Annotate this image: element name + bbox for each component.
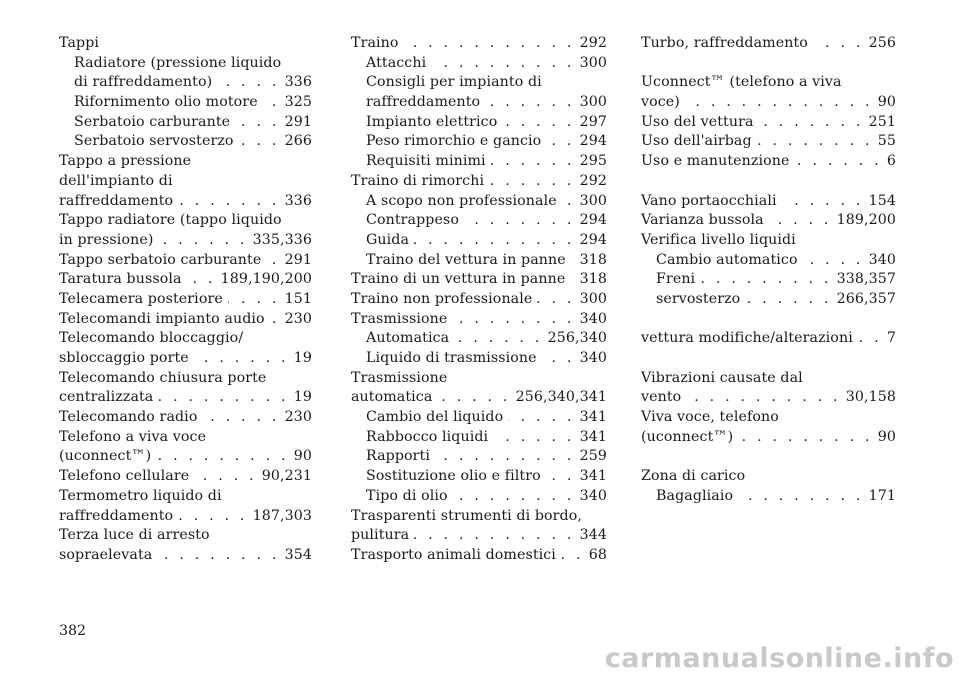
page-reference: 340 xyxy=(579,487,607,504)
index-subentry xyxy=(59,113,312,133)
index-term: Telecamera posteriore xyxy=(59,290,223,307)
index-entry xyxy=(59,231,312,251)
page-reference: 341 xyxy=(579,428,607,445)
dot-leader xyxy=(562,192,575,212)
index-entry xyxy=(641,152,896,172)
index-term: servosterzo xyxy=(656,290,741,307)
dot-leader xyxy=(194,349,289,369)
index-term: Requisiti minimi xyxy=(366,153,486,170)
page-reference: 256,340,341 xyxy=(515,389,607,406)
index-term: sopraelevata xyxy=(59,546,153,563)
page-reference: 300 xyxy=(579,54,607,71)
index-term: (uconnect™) xyxy=(59,448,152,465)
index-entry xyxy=(59,507,312,527)
blank-line xyxy=(641,447,896,467)
page-reference: 151 xyxy=(284,290,312,307)
index-term: Tappo radiatore (tappo liquido xyxy=(59,212,282,229)
dot-leader xyxy=(757,132,873,152)
dot-leader xyxy=(158,231,247,251)
page-reference: 90 xyxy=(293,448,312,465)
dot-leader xyxy=(769,211,832,231)
page-reference: 335,336 xyxy=(252,231,312,248)
index-entry xyxy=(641,132,896,152)
index-term: raffreddamento xyxy=(59,507,174,524)
index-entry xyxy=(351,526,607,546)
page-reference: 7 xyxy=(886,330,896,347)
dot-leader xyxy=(686,388,840,408)
dot-leader xyxy=(464,211,575,231)
index-term: Traino xyxy=(351,35,399,51)
index-term: Terza luce di arresto xyxy=(59,527,210,544)
index-entry xyxy=(59,290,312,310)
dot-leader xyxy=(546,467,575,487)
index-term: Impianto elettrico xyxy=(366,113,498,130)
page-reference: 292 xyxy=(579,172,607,189)
index-term: Rapporti xyxy=(366,448,430,465)
index-term: Telecomandi impianto audio xyxy=(59,310,265,327)
index-entry xyxy=(641,34,896,54)
index-entry xyxy=(59,152,312,172)
blank-line xyxy=(641,349,896,369)
dot-leader xyxy=(493,428,574,448)
index-entry xyxy=(641,192,896,212)
index-term: Contrappeso xyxy=(366,212,459,229)
index-term: vettura modifiche/alterazioni xyxy=(641,330,853,347)
page-reference: 300 xyxy=(579,192,607,209)
dot-leader xyxy=(685,93,873,113)
index-entry xyxy=(59,34,312,54)
index-term: in pressione) xyxy=(59,231,154,248)
index-term: Uso dell'airbag xyxy=(641,133,752,150)
index-term: Guida xyxy=(366,231,410,248)
page-reference: 291 xyxy=(284,251,312,268)
index-term: Zona di carico xyxy=(641,468,746,485)
dot-leader xyxy=(431,54,574,74)
page-reference: 294 xyxy=(579,133,607,150)
dot-leader xyxy=(414,526,574,546)
page-reference: 259 xyxy=(579,448,607,465)
index-entry xyxy=(641,388,896,408)
index-entry xyxy=(641,73,896,93)
index-term: sbloccaggio porte xyxy=(59,350,189,366)
index-term: Serbatoio servosterzo xyxy=(74,133,234,150)
index-entry xyxy=(641,408,896,428)
index-term: Tappo serbatoio carburante xyxy=(59,251,262,268)
dot-leader xyxy=(202,408,279,428)
index-subentry xyxy=(641,270,896,290)
index-subentry xyxy=(351,93,607,113)
index-entry xyxy=(641,428,896,448)
index-entry xyxy=(59,172,312,192)
index-entry xyxy=(59,192,312,212)
page-reference: 341 xyxy=(579,468,607,485)
index-term: raffreddamento xyxy=(366,94,481,111)
page-reference: 318 xyxy=(579,251,607,268)
dot-leader xyxy=(489,172,575,192)
index-term: Cambio del liquido xyxy=(366,409,504,426)
index-term: Vibrazioni causate dal xyxy=(641,369,803,386)
page-reference: 338,357 xyxy=(836,271,896,288)
dot-leader xyxy=(738,487,863,507)
index-term: Radiatore (pressione liquido xyxy=(74,54,282,71)
dot-leader xyxy=(157,546,279,566)
page-reference: 300 xyxy=(579,94,607,111)
dot-leader xyxy=(502,113,574,133)
index-entry xyxy=(351,270,607,290)
index-term: Cambio automatico xyxy=(656,251,798,268)
dot-leader xyxy=(435,447,575,467)
page-reference: 90,231 xyxy=(261,468,312,485)
index-subentry xyxy=(351,251,607,271)
index-term: (uconnect™) xyxy=(641,428,734,445)
page-number: 382 xyxy=(59,623,87,639)
index-term: A scopo non professionale xyxy=(366,192,557,209)
index-column-1 xyxy=(59,34,312,566)
index-entry xyxy=(59,329,312,349)
index-subentry xyxy=(59,93,312,113)
page-reference: 154 xyxy=(868,192,896,209)
dot-leader xyxy=(571,251,575,271)
index-subentry xyxy=(351,54,607,74)
dot-leader xyxy=(454,329,542,349)
dot-leader xyxy=(453,487,575,507)
index-entry xyxy=(641,93,896,113)
index-entry xyxy=(641,369,896,389)
index-term: automatica xyxy=(351,389,433,406)
index-subentry xyxy=(641,290,896,310)
page-reference: 189,200 xyxy=(836,212,896,229)
index-entry xyxy=(351,34,607,54)
dot-leader xyxy=(452,310,574,330)
index-term: Telecomando radio xyxy=(59,409,198,426)
page-reference: 325 xyxy=(284,94,312,111)
index-column-3 xyxy=(641,34,896,507)
index-entry xyxy=(59,408,312,428)
watermark: carmanualsonline.info xyxy=(604,643,954,674)
dot-leader xyxy=(404,34,575,54)
dot-leader xyxy=(178,507,247,527)
page-reference: 294 xyxy=(579,231,607,248)
index-subentry xyxy=(351,428,607,448)
index-term: Sostituzione olio e filtro xyxy=(366,468,541,485)
index-term: Traino di un vettura in panne xyxy=(351,271,566,288)
page-reference: 19 xyxy=(293,350,312,366)
index-term: Telecomando chiusura porte xyxy=(59,369,267,386)
page-reference: 19 xyxy=(293,389,312,406)
index-subentry xyxy=(351,447,607,467)
index-subentry xyxy=(59,132,312,152)
page-reference: 340 xyxy=(868,251,896,268)
dot-leader xyxy=(782,192,864,212)
blank-line xyxy=(641,310,896,330)
page-reference: 340 xyxy=(579,310,607,327)
dot-leader xyxy=(561,546,584,566)
index-subentry xyxy=(351,467,607,487)
index-term: Trasporto animali domestici xyxy=(351,546,556,563)
index-term: Telefono cellulare xyxy=(59,468,190,485)
index-term: Telecomando bloccaggio/ xyxy=(59,330,244,347)
index-term: Turbo, raffreddamento xyxy=(641,35,808,51)
dot-leader xyxy=(759,113,864,133)
index-term: Trasmissione xyxy=(351,369,448,386)
page-reference: 6 xyxy=(886,153,896,170)
page-reference: 187,303 xyxy=(252,507,312,524)
index-entry xyxy=(351,172,607,192)
index-entry xyxy=(59,270,312,290)
index-subentry xyxy=(351,132,607,152)
index-entry xyxy=(59,546,312,566)
page-reference: 251 xyxy=(868,113,896,130)
dot-leader xyxy=(546,132,574,152)
index-entry xyxy=(351,546,607,566)
blank-line xyxy=(641,54,896,74)
page-reference: 189,190,200 xyxy=(220,271,312,288)
index-term: Traino non professionale xyxy=(351,290,533,307)
dot-leader xyxy=(414,231,575,251)
index-entry xyxy=(351,310,607,330)
index-entry xyxy=(59,349,312,369)
dot-leader xyxy=(813,34,864,54)
index-term: voce) xyxy=(641,94,680,111)
index-term: Automatica xyxy=(366,330,450,347)
index-entry xyxy=(641,113,896,133)
page-reference: 90 xyxy=(877,428,896,445)
index-entry xyxy=(59,526,312,546)
index-term: Uconnect™ (telefono a viva xyxy=(641,74,842,91)
dot-leader xyxy=(263,93,280,113)
dot-leader xyxy=(738,428,872,448)
page-reference: 292 xyxy=(579,35,607,51)
index-entry xyxy=(351,388,607,408)
index-subentry xyxy=(351,152,607,172)
index-entry xyxy=(351,369,607,389)
page-reference: 354 xyxy=(284,546,312,563)
dot-leader xyxy=(803,251,864,271)
index-entry xyxy=(59,310,312,330)
dot-leader xyxy=(570,270,574,290)
index-entry xyxy=(59,447,312,467)
page-reference: 295 xyxy=(579,153,607,170)
dot-leader xyxy=(178,192,279,212)
index-subentry xyxy=(351,211,607,231)
index-subentry xyxy=(641,487,896,507)
index-term: Traino di rimorchi xyxy=(351,172,485,189)
page-reference: 336 xyxy=(284,74,312,91)
dot-leader xyxy=(795,152,882,172)
index-entry xyxy=(351,290,607,310)
dot-leader xyxy=(266,251,279,271)
index-term: centralizzata xyxy=(59,389,154,406)
dot-leader xyxy=(485,93,574,113)
index-term: Traino del vettura in panne xyxy=(366,251,566,268)
page-reference: 55 xyxy=(877,133,896,150)
index-term: Verifica livello liquidi xyxy=(641,231,796,248)
dot-leader xyxy=(187,270,216,290)
index-entry xyxy=(59,467,312,487)
dot-leader xyxy=(194,467,257,487)
index-term: Varianza bussola xyxy=(641,212,764,229)
dot-leader xyxy=(508,408,574,428)
page-reference: 171 xyxy=(868,487,896,504)
index-term: Liquido di trasmissione xyxy=(366,350,537,366)
page-reference: 340 xyxy=(579,350,607,366)
page-reference: 300 xyxy=(579,290,607,307)
index-term: raffreddamento xyxy=(59,192,174,209)
blank-line xyxy=(641,172,896,192)
index-entry xyxy=(59,388,312,408)
index-term: Rifornimento olio motore xyxy=(74,94,258,111)
index-subentry xyxy=(351,231,607,251)
index-term: Tappo a pressione xyxy=(59,153,192,170)
page-reference: 68 xyxy=(588,546,607,563)
index-term: Freni xyxy=(656,271,696,288)
page-reference: 30,158 xyxy=(845,389,896,406)
index-term: pulitura xyxy=(351,527,410,544)
index-subentry xyxy=(351,73,607,93)
dot-leader xyxy=(437,388,510,408)
index-entry xyxy=(59,428,312,448)
index-term: Consigli per impianto di xyxy=(366,74,542,91)
index-subentry xyxy=(641,251,896,271)
page-reference: 336 xyxy=(284,192,312,209)
dot-leader xyxy=(270,310,280,330)
index-subentry xyxy=(59,54,312,74)
index-term: Telefono a viva voce xyxy=(59,428,207,445)
index-entry xyxy=(641,231,896,251)
dot-leader xyxy=(700,270,831,290)
index-column-2 xyxy=(351,34,607,566)
page-reference: 344 xyxy=(579,527,607,544)
page-reference: 294 xyxy=(579,212,607,229)
index-subentry xyxy=(59,73,312,93)
index-subentry xyxy=(351,408,607,428)
index-term: Peso rimorchio e gancio xyxy=(366,133,542,150)
index-term: Uso e manutenzione xyxy=(641,153,790,170)
index-entry xyxy=(59,369,312,389)
page-reference: 256 xyxy=(868,35,896,51)
page-reference: 266 xyxy=(284,133,312,150)
page-reference: 291 xyxy=(284,113,312,130)
index-subentry xyxy=(351,113,607,133)
page-reference: 256,340 xyxy=(547,330,607,347)
index-term: Uso del vettura xyxy=(641,113,754,130)
index-entry xyxy=(59,251,312,271)
page-reference: 341 xyxy=(579,409,607,426)
dot-leader xyxy=(235,113,279,133)
index-term: di raffreddamento) xyxy=(74,74,213,91)
index-term: Rabbocco liquidi xyxy=(366,428,489,445)
index-term: Attacchi xyxy=(366,54,427,71)
dot-leader xyxy=(858,329,882,349)
index-subentry xyxy=(351,349,607,369)
index-entry xyxy=(641,329,896,349)
dot-leader xyxy=(228,290,280,310)
index-entry xyxy=(641,211,896,231)
index-term: Termometro liquido di xyxy=(59,487,222,504)
index-term: dell'impianto di xyxy=(59,172,173,189)
page-reference: 266,357 xyxy=(836,290,896,307)
index-subentry xyxy=(351,487,607,507)
index-subentry xyxy=(351,192,607,212)
index-term: Taratura bussola xyxy=(59,271,182,288)
dot-leader xyxy=(158,388,288,408)
index-term: Trasmissione xyxy=(351,310,448,327)
index-term: Trasparenti strumenti di bordo, xyxy=(351,507,582,524)
index-subentry xyxy=(351,329,607,349)
index-term: Bagagliaio xyxy=(656,487,734,504)
index-term: Serbatoio carburante xyxy=(74,113,231,130)
index-entry xyxy=(351,507,607,527)
dot-leader xyxy=(217,73,279,93)
index-term: Viva voce, telefono xyxy=(641,409,779,426)
page-reference: 90 xyxy=(877,94,896,111)
index-entry xyxy=(59,211,312,231)
index-term: Tipo di olio xyxy=(366,487,448,504)
page-reference: 230 xyxy=(284,409,312,426)
dot-leader xyxy=(745,290,831,310)
index-entry xyxy=(59,487,312,507)
index-term: vento xyxy=(641,389,682,406)
index-term: Tappi xyxy=(59,35,100,51)
page-reference: 230 xyxy=(284,310,312,327)
page-reference: 297 xyxy=(579,113,607,130)
index-entry xyxy=(641,467,896,487)
dot-leader xyxy=(491,152,575,172)
dot-leader xyxy=(542,349,575,369)
dot-leader xyxy=(239,132,280,152)
page-reference: 318 xyxy=(579,271,607,288)
index-term: Vano portaocchiali xyxy=(641,192,777,209)
dot-leader xyxy=(537,290,574,310)
dot-leader xyxy=(156,447,288,467)
